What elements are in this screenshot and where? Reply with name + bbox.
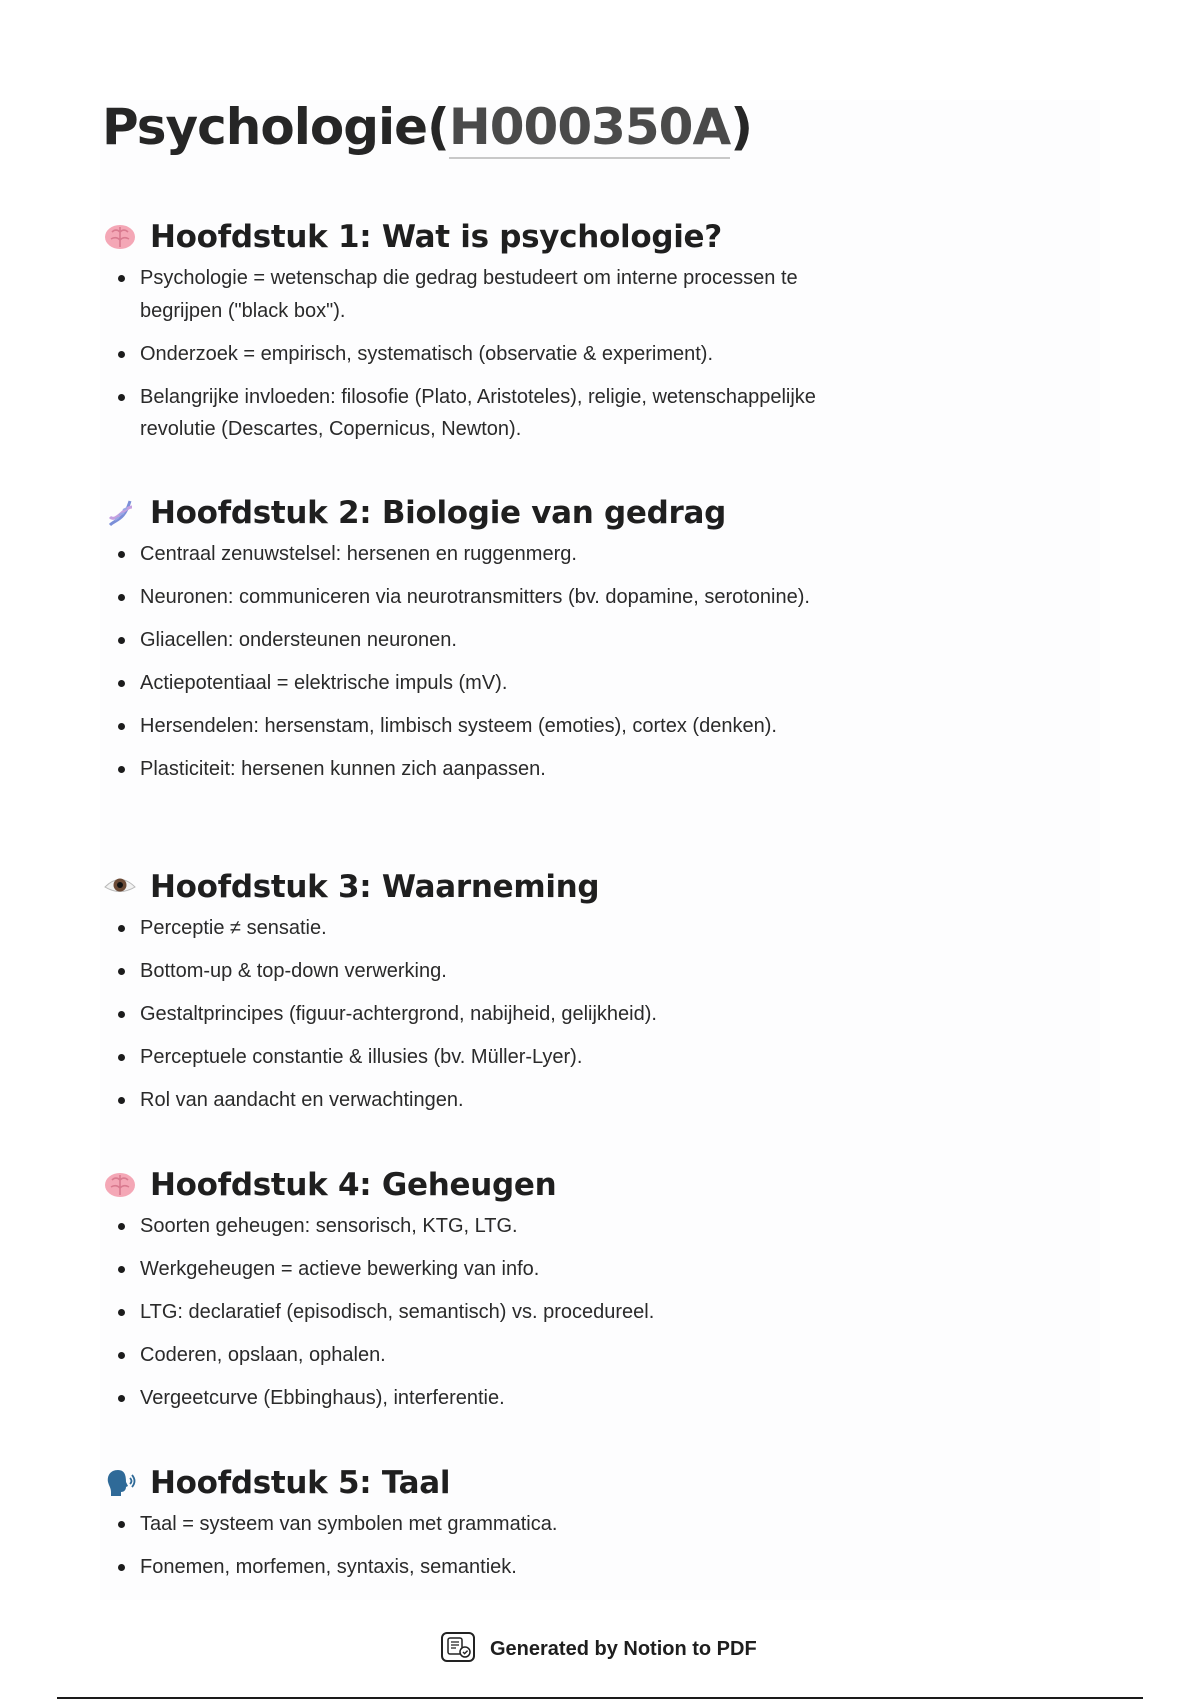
- title-course-code: H000350A: [449, 98, 730, 159]
- bullet-list: [104, 538, 864, 786]
- footer-text: Generated by Notion to PDF: [490, 1638, 757, 1660]
- list-item: Fonemen, morfemen, syntaxis, semantiek.: [104, 1551, 864, 1584]
- section-chapter-4: [104, 1162, 864, 1425]
- list-item: Centraal zenuwstelsel: hersenen en ruggenmerg.: [104, 538, 864, 571]
- list-item: Rol van aandacht en verwachtingen.: [104, 1084, 864, 1117]
- section-heading: [104, 864, 864, 910]
- list-item: LTG: declaratief (episodisch, semantisch) vs. procedureel.: [104, 1296, 864, 1329]
- list-item: Vergeetcurve (Ebbinghaus), interferentie.: [104, 1382, 864, 1415]
- section-title: Hoofdstuk 1: Wat is psychologie?: [150, 219, 722, 255]
- brain-icon: [104, 221, 136, 253]
- list-item: Neuronen: communiceren via neurotransmitters (bv. dopamine, serotonine).: [104, 581, 864, 614]
- bullet-list: [104, 1210, 864, 1415]
- section-heading: [104, 1162, 864, 1208]
- section-heading: [104, 490, 864, 536]
- section-title: Hoofdstuk 3: Waarneming: [150, 869, 600, 905]
- footer: [440, 1631, 757, 1668]
- list-item: Coderen, opslaan, ophalen.: [104, 1339, 864, 1372]
- section-title: Hoofdstuk 4: Geheugen: [150, 1167, 557, 1203]
- section-chapter-3: [104, 864, 864, 1127]
- section-heading: [104, 214, 864, 260]
- list-item: Hersendelen: hersenstam, limbisch systeem (emoties), cortex (denken).: [104, 710, 864, 743]
- title-close: ): [730, 98, 753, 156]
- speaking-head-icon: [104, 1467, 136, 1499]
- list-item: Plasticiteit: hersenen kunnen zich aanpassen.: [104, 753, 864, 786]
- section-heading: [104, 1460, 864, 1506]
- list-item: Psychologie = wetenschap die gedrag bestudeert om interne processen te begrijpen ("black box").: [104, 262, 864, 327]
- bullet-list: [104, 912, 864, 1117]
- bullet-list: [104, 262, 864, 446]
- brain-icon: [104, 1169, 136, 1201]
- section-chapter-2: [104, 490, 864, 796]
- list-item: Actiepotentiaal = elektrische impuls (mV).: [104, 667, 864, 700]
- section-chapter-1: [104, 214, 864, 456]
- list-item: Onderzoek = empirisch, systematisch (observatie & experiment).: [104, 338, 864, 371]
- section-chapter-5: [104, 1460, 864, 1594]
- page-bottom-rule: [57, 1697, 1143, 1699]
- list-item: Soorten geheugen: sensorisch, KTG, LTG.: [104, 1210, 864, 1243]
- notion-pdf-icon: [440, 1631, 476, 1668]
- title-main: Psychologie(: [102, 98, 449, 156]
- dna-icon: [104, 497, 136, 529]
- section-title: Hoofdstuk 2: Biologie van gedrag: [150, 495, 727, 531]
- list-item: Belangrijke invloeden: filosofie (Plato, Aristoteles), religie, wetenschappelijke revolutie (Descartes, Copernicus, Newton).: [104, 381, 864, 446]
- page-title: [102, 98, 752, 156]
- list-item: Perceptuele constantie & illusies (bv. Müller-Lyer).: [104, 1041, 864, 1074]
- list-item: Werkgeheugen = actieve bewerking van info.: [104, 1253, 864, 1286]
- bullet-list: [104, 1508, 864, 1584]
- section-title: Hoofdstuk 5: Taal: [150, 1465, 451, 1501]
- list-item: Gliacellen: ondersteunen neuronen.: [104, 624, 864, 657]
- eye-icon: [104, 871, 136, 903]
- list-item: Taal = systeem van symbolen met grammatica.: [104, 1508, 864, 1541]
- list-item: Bottom-up & top-down verwerking.: [104, 955, 864, 988]
- list-item: Perceptie ≠ sensatie.: [104, 912, 864, 945]
- list-item: Gestaltprincipes (figuur-achtergrond, nabijheid, gelijkheid).: [104, 998, 864, 1031]
